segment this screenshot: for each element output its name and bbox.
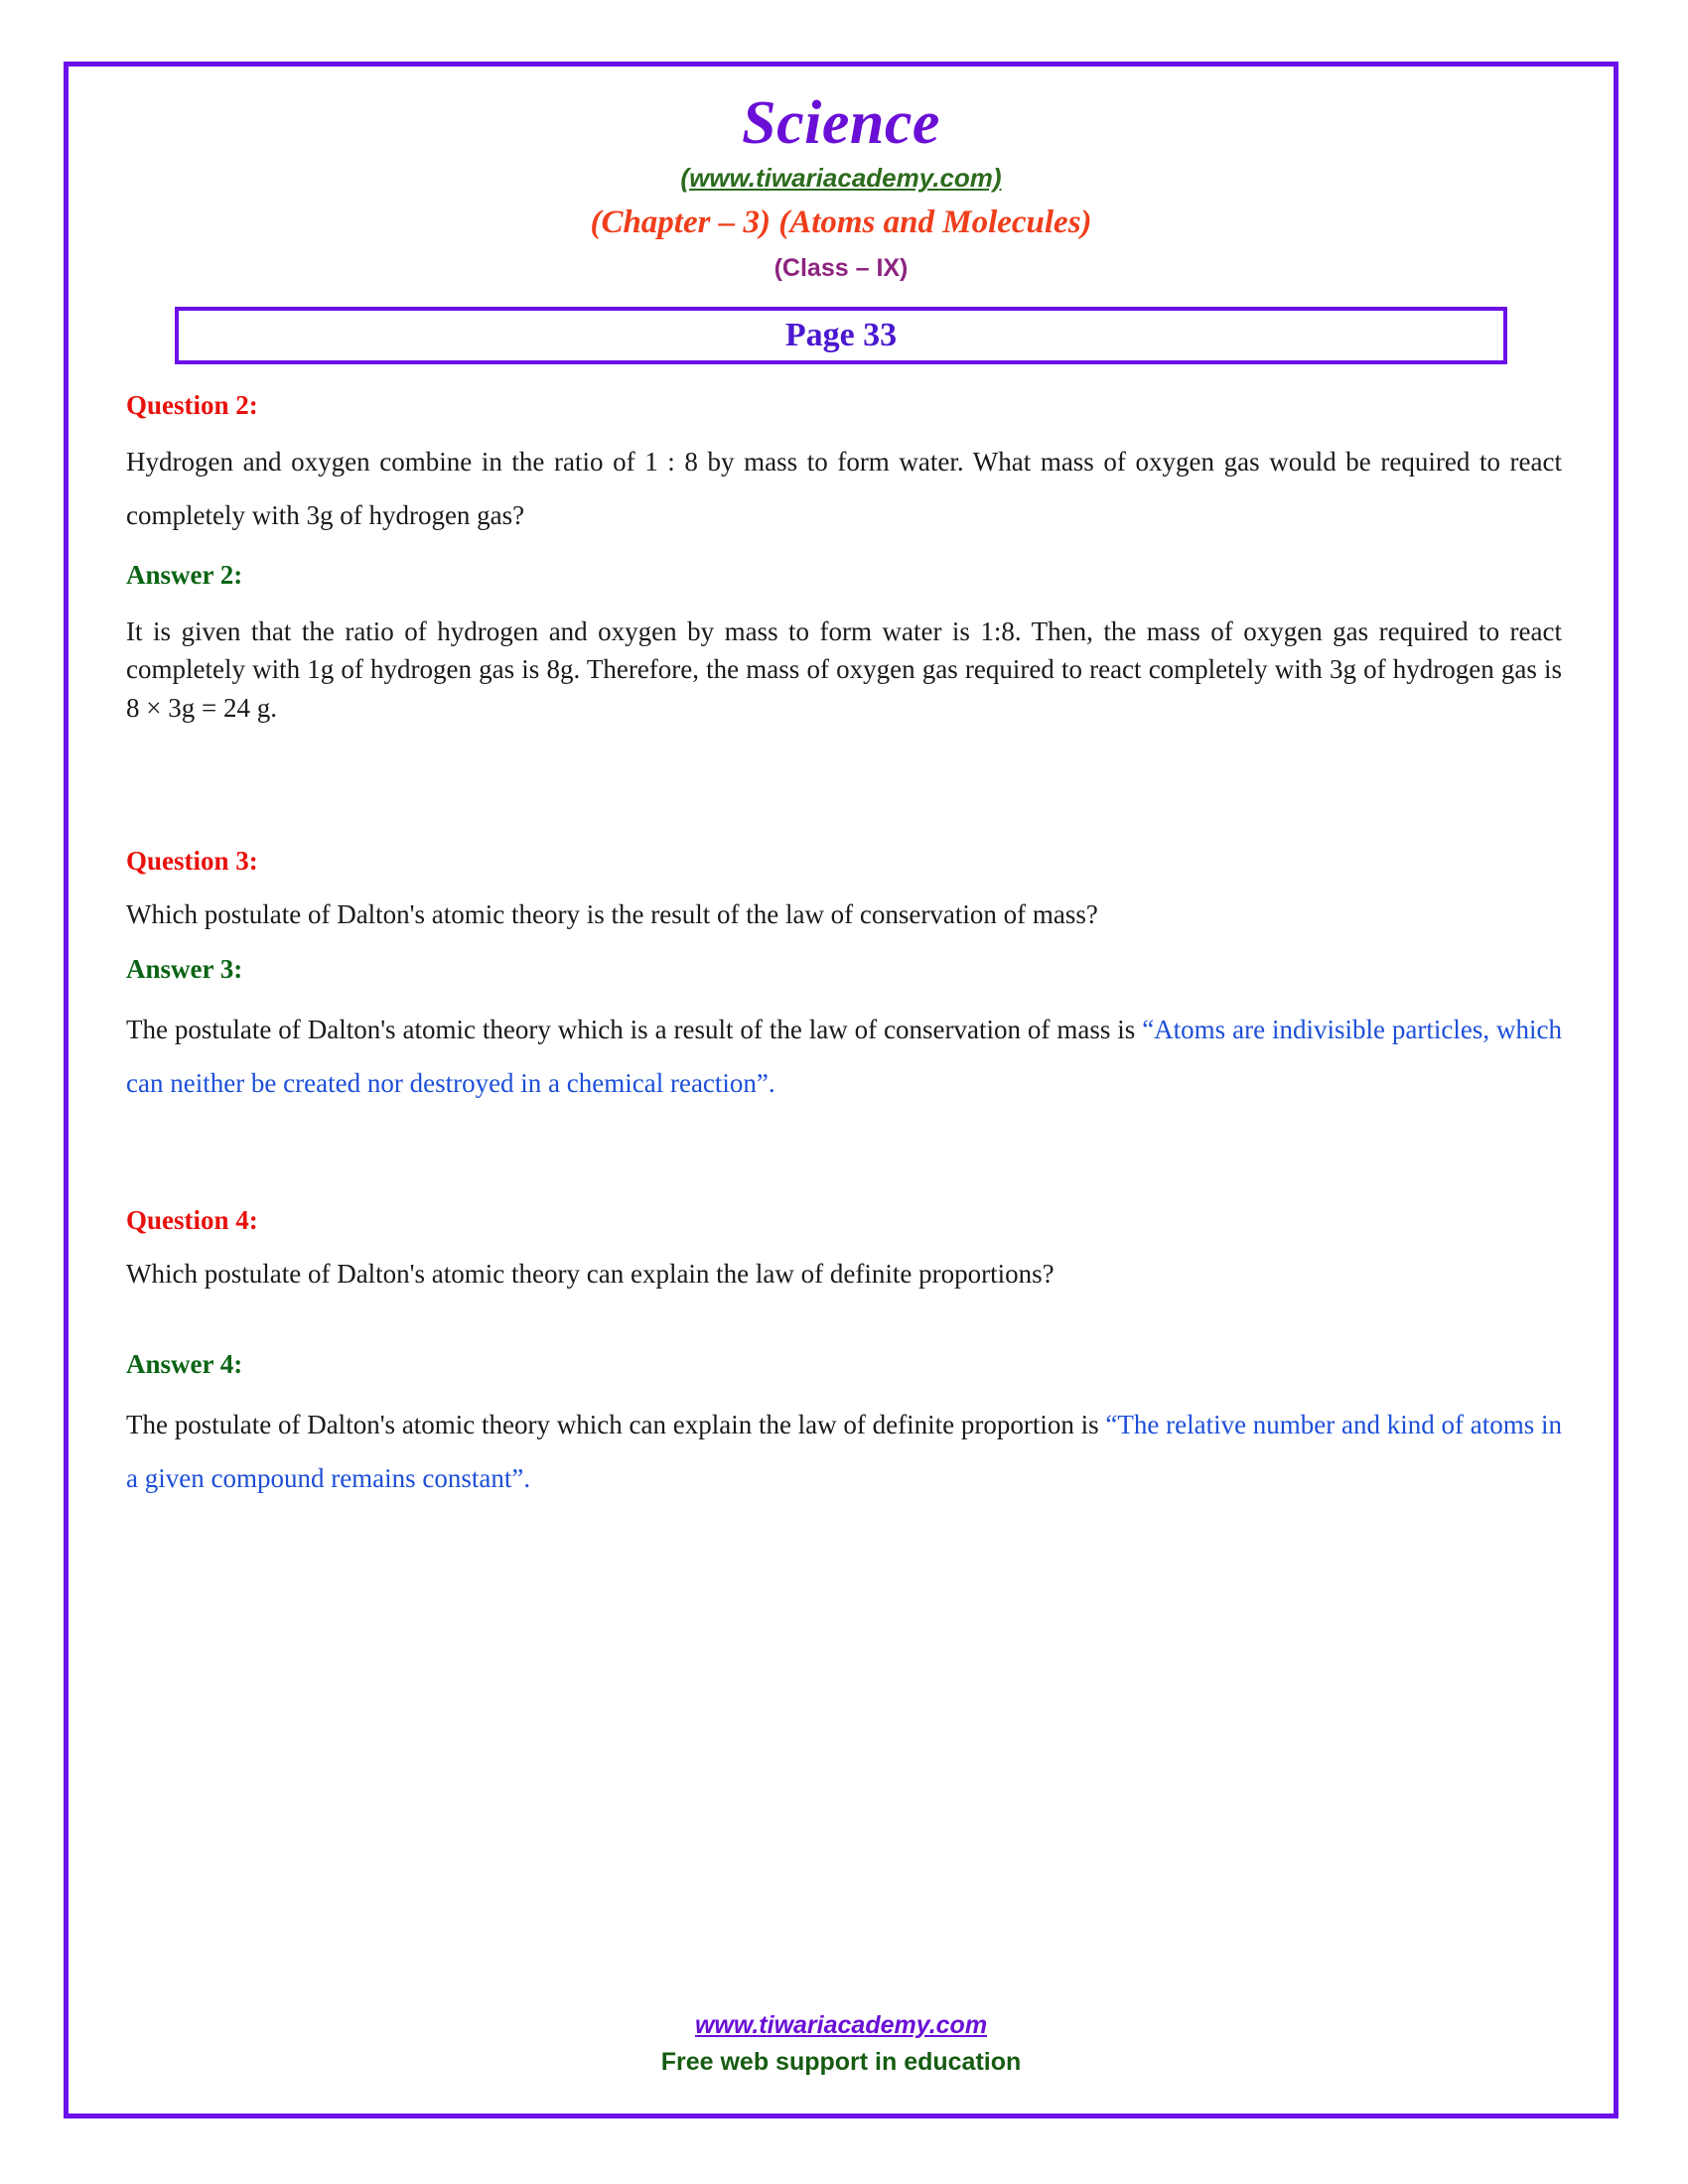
qa-block-2	[126, 390, 1562, 727]
qa-block-3	[126, 846, 1562, 1110]
spacer	[126, 1110, 1562, 1205]
header-chapter-subtitle: (Chapter – 3) (Atoms and Molecules)	[590, 205, 1092, 241]
answer-heading-4: Answer 4:	[126, 1348, 243, 1379]
question-heading-2: Question 2:	[126, 390, 258, 421]
answer-text-3	[126, 1003, 1562, 1110]
answer-quote-4: “The relative number and kind of atoms in a given compound remains constant”	[126, 1409, 1563, 1493]
question-text-4: Which postulate of Dalton's atomic theory can explain the law of definite proportions?	[126, 1258, 1055, 1289]
spacer	[126, 421, 1562, 435]
spacer	[126, 985, 1562, 1003]
qa-content	[69, 364, 1614, 1505]
footer-website-link[interactable]: www.tiwariacademy.com	[694, 2011, 988, 2039]
page-number-banner	[175, 307, 1507, 364]
answer-tail-4: .	[523, 1462, 531, 1493]
footer-tagline: Free web support in education	[660, 2047, 1022, 2076]
spacer	[126, 1296, 1562, 1349]
spacer	[126, 364, 1562, 390]
answer-lead-4: The postulate of Dalton's atomic theory which can explain the law of definite proportion is	[126, 1409, 1106, 1439]
answer-heading-3: Answer 3:	[126, 953, 243, 984]
answer-text-2: It is given that the ratio of hydrogen and oxygen by mass to form water is 1:8. Then, the mass of oxygen gas required to react completely with 1g of hydrogen gas is 8g. Therefore, the mass of oxygen gas required to react completely with 3g of hydrogen gas is 8 × 3g = 24 g.	[126, 616, 1562, 723]
header-class-subtitle: (Class – IX)	[774, 254, 909, 283]
answer-text-4	[126, 1398, 1562, 1505]
question-heading-4: Question 4:	[126, 1204, 258, 1235]
page-number-label: Page 33	[784, 317, 898, 354]
spacer	[126, 1380, 1562, 1398]
page-content-area	[69, 67, 1614, 2114]
spacer	[126, 727, 1562, 846]
answer-heading-2: Answer 2:	[126, 560, 243, 591]
page-border-frame	[64, 62, 1618, 2118]
question-heading-3: Question 3:	[126, 846, 258, 876]
spacer	[126, 877, 1562, 894]
spacer	[126, 591, 1562, 613]
question-text-2: Hydrogen and oxygen combine in the ratio of 1 : 8 by mass to form water. What mass of oxygen gas would be required to react completely with 3g of hydrogen gas?	[126, 447, 1562, 531]
spacer	[126, 1236, 1562, 1254]
header-website-link[interactable]: (www.tiwariacademy.com)	[680, 163, 1002, 194]
document-header	[69, 67, 1614, 283]
answer-quote-3: “Atoms are indivisible particles, which can neither be created nor destroyed in a chemical reaction”	[126, 1014, 1563, 1098]
question-text-3: Which postulate of Dalton's atomic theory is the result of the law of conservation of mass?	[126, 899, 1098, 929]
qa-block-4	[126, 1205, 1562, 1505]
document-footer	[69, 2009, 1614, 2078]
spacer	[126, 542, 1562, 560]
answer-lead-3: The postulate of Dalton's atomic theory which is a result of the law of conservation of mass is	[126, 1014, 1143, 1044]
answer-tail-3: .	[768, 1067, 775, 1098]
spacer	[126, 936, 1562, 954]
page-title: Science	[742, 89, 940, 157]
